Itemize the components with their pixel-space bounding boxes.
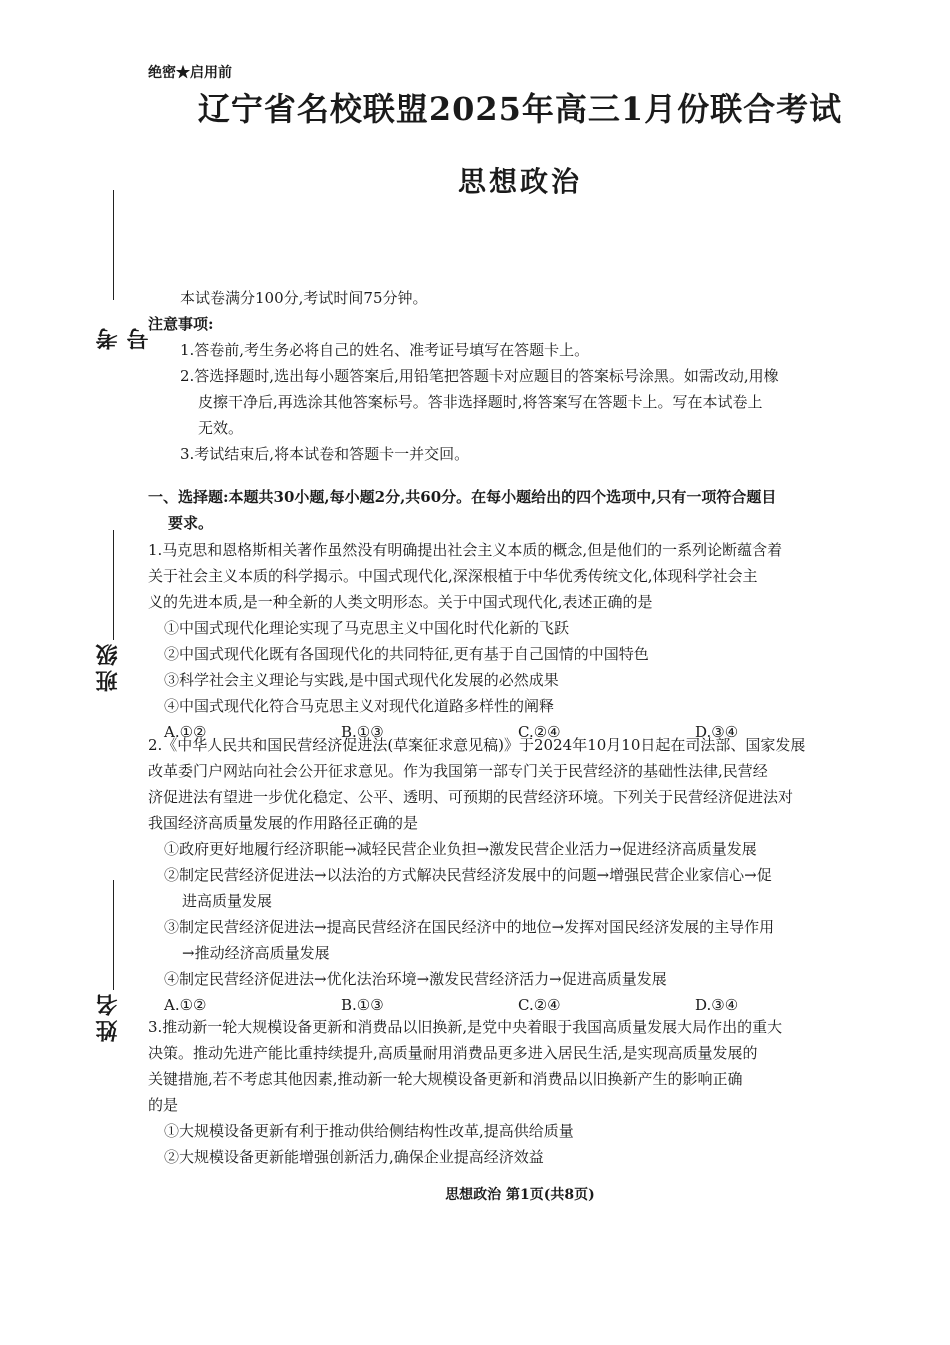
question-2 (148, 732, 903, 1018)
notes-heading: 注意事项: (148, 315, 214, 333)
statement-option: ②中国式现代化既有各国现代化的共同特征,更有基于自己国情的中国特色 (164, 645, 649, 663)
note-item: 1.答卷前,考生务必将自己的姓名、准考证号填写在答题卡上。 (180, 341, 590, 359)
statement-option: ④中国式现代化符合马克思主义对现代化道路多样性的阐释 (164, 697, 555, 715)
note-item: 皮擦干净后,再选涂其他答案标号。答非选择题时,将答案写在答题卡上。写在本试卷上 (198, 393, 763, 411)
question-stem-line: 1.马克思和恩格斯相关著作虽然没有明确提出社会主义本质的概念,但是他们的一系列论断蕴含着 (148, 541, 783, 559)
choice-a[interactable]: A.①② (164, 996, 207, 1014)
statement-option: ③科学社会主义理论与实践,是中国式现代化发展的必然成果 (164, 671, 559, 689)
question-stem-line: 关键措施,若不考虑其他因素,推动新一轮大规模设备更新和消费品以旧换新产生的影响正确 (148, 1070, 743, 1088)
subject-title: 思想政治 (457, 165, 582, 198)
statement-option: ②大规模设备更新能增强创新活力,确保企业提高经济效益 (164, 1148, 544, 1166)
statement-option: 进高质量发展 (182, 892, 273, 910)
choice-b[interactable]: B.①③ (341, 996, 384, 1014)
class-field[interactable] (88, 530, 128, 700)
exam-title: 辽宁省名校联盟2025年高三1月份联合考试 (197, 90, 843, 128)
choice-d[interactable]: D.③④ (695, 723, 739, 741)
choice-c[interactable]: C.②④ (518, 996, 561, 1014)
choice-d[interactable]: D.③④ (695, 996, 739, 1014)
score-line: 本试卷满分100分,考试时间75分钟。 (180, 289, 428, 307)
note-item: 2.答选择题时,选出每小题答案后,用铅笔把答题卡对应题目的答案标号涂黑。如需改动,用橡 (180, 367, 779, 385)
name-field[interactable] (88, 880, 128, 1050)
instructions (148, 285, 903, 467)
class-label: 班级 (95, 640, 121, 692)
choice-a[interactable]: A.①② (164, 723, 207, 741)
section-heading (148, 484, 903, 536)
question-stem-line: 改革委门户网站向社会公开征求意见。作为我国第一部专门关于民营经济的基础性法律,民营经 (148, 762, 768, 780)
statement-option: ③制定民营经济促进法→提高民营经济在国民经济中的地位→发挥对国民经济发展的主导作用 (164, 918, 775, 936)
page-footer: 思想政治 第1页(共8页) (445, 1187, 595, 1203)
statement-option: ①政府更好地履行经济职能→减轻民营企业负担→激发民营企业活力→促进经济高质量发展 (164, 840, 757, 858)
question-stem-line: 济促进法有望进一步优化稳定、公平、透明、可预期的民营经济环境。下列关于民营经济促进法对 (148, 788, 794, 806)
exam-number-field[interactable] (88, 190, 152, 350)
note-item: 3.考试结束后,将本试卷和答题卡一并交回。 (180, 445, 470, 463)
question-stem-line: 决策。推动先进产能比重持续提升,高质量耐用消费品更多进入居民生活,是实现高质量发展的 (148, 1044, 758, 1062)
statement-option: ②制定民营经济促进法→以法治的方式解决民营经济发展中的问题→增强民营企业家信心→促 (164, 866, 772, 884)
question-stem-line: 的是 (148, 1096, 179, 1114)
choice-b[interactable]: B.①③ (341, 723, 384, 741)
question-stem-line: 我国经济高质量发展的作用路径正确的是 (148, 814, 419, 832)
section-line: 一、选择题:本题共30小题,每小题2分,共60分。在每小题给出的四个选项中,只有一项符合题目 (148, 488, 777, 506)
note-item: 无效。 (198, 419, 244, 437)
section-line: 要求。 (168, 514, 214, 532)
question-stem-line: 3.推动新一轮大规模设备更新和消费品以旧换新,是党中央着眼于我国高质量发展大局作出的重大 (148, 1018, 783, 1036)
question-stem-line: 2.《中华人民共和国民营经济促进法(草案征求意见稿)》于2024年10月10日起在司法部、国家发展 (148, 736, 806, 754)
statement-option: →推动经济高质量发展 (182, 944, 330, 962)
question-3 (148, 1014, 903, 1170)
statement-option: ①中国式现代化理论实现了马克思主义中国化时代化新的飞跃 (164, 619, 570, 637)
name-label: 姓名 (95, 990, 121, 1042)
confidential-mark: 绝密★启用前 (148, 65, 232, 81)
question-stem-line: 关于社会主义本质的科学揭示。中国式现代化,深深根植于中华优秀传统文化,体现科学社会主 (148, 567, 758, 585)
statement-option: ①大规模设备更新有利于推动供给侧结构性改革,提高供给质量 (164, 1122, 574, 1140)
question-1 (148, 537, 903, 745)
choice-c[interactable]: C.②④ (518, 723, 561, 741)
question-stem-line: 义的先进本质,是一种全新的人类文明形态。关于中国式现代化,表述正确的是 (148, 593, 653, 611)
statement-option: ④制定民营经济促进法→优化法治环境→激发民营经济活力→促进高质量发展 (164, 970, 667, 988)
exam-number-label: 考号 (95, 324, 152, 350)
